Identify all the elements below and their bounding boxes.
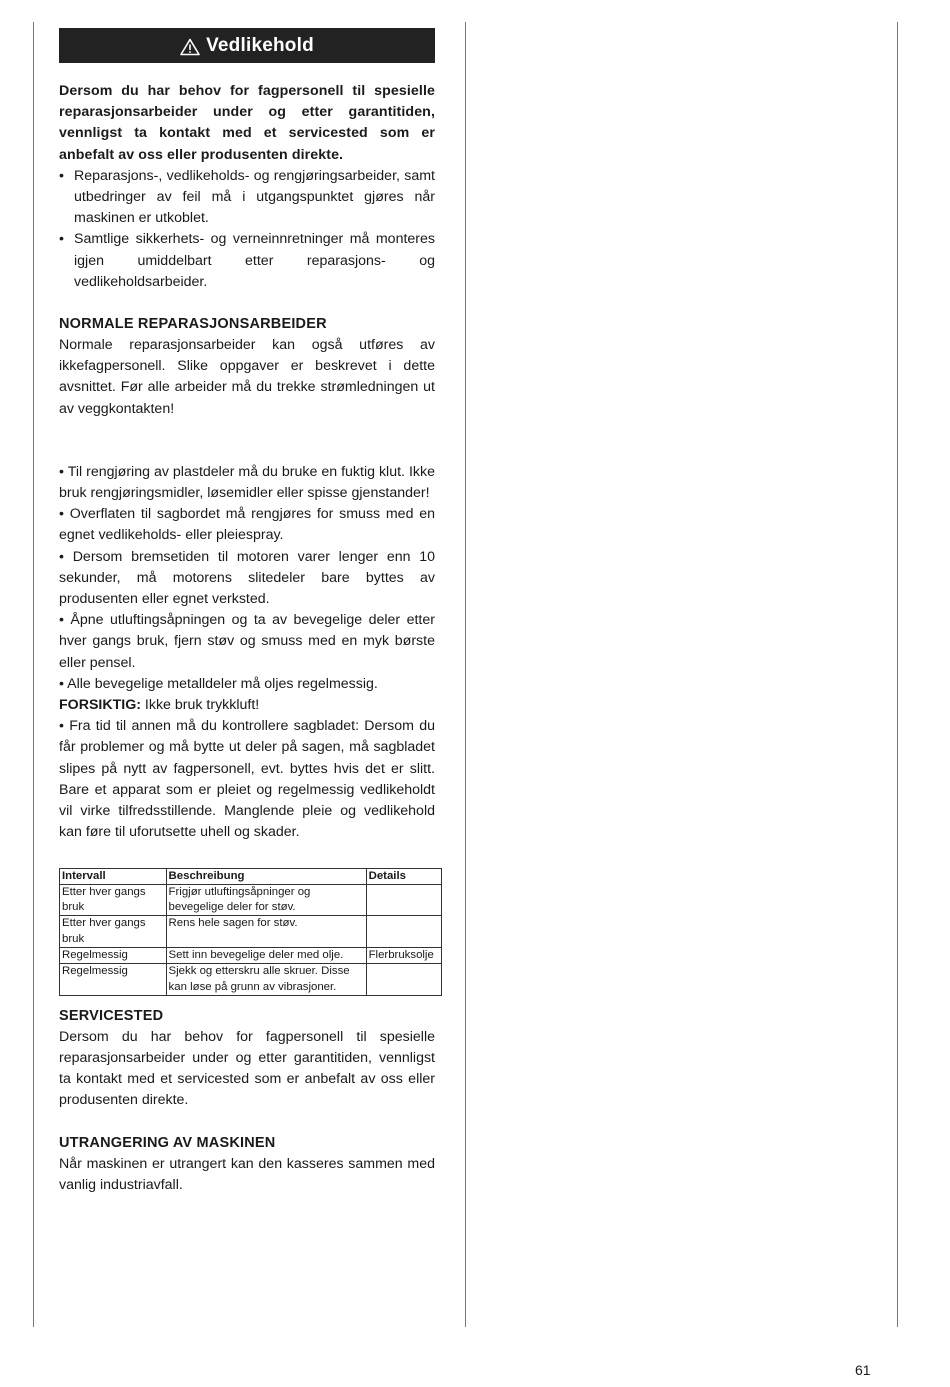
table-row [60, 947, 442, 963]
intro-text: Dersom du har behov for fagpersonell til spesielle reparasjonsarbeider under og etter garantitiden, vennligst ta kontakt med et servicested som er anbefalt av oss eller produsenten direkte. [59, 83, 435, 163]
table-row [60, 964, 442, 996]
care-paragraph: • Til rengjøring av plastdeler må du bruke en fuktig klut. Ikke bruk rengjøringsmidler, løsemidler eller spisse gjenstander! [59, 463, 435, 502]
warning-triangle-icon [180, 38, 200, 56]
table-cell: Sjekk og etterskru alle skruer. Disse kan løse på grunn av vibrasjoner. [166, 964, 366, 996]
bullet-glyph: • [59, 231, 64, 248]
left-column [59, 28, 435, 1196]
table-row [60, 916, 442, 948]
caution-label: FORSIKTIG: [59, 697, 141, 714]
disposal-heading: UTRANGERING AV MASKINEN [59, 1134, 276, 1151]
care-instructions [59, 462, 435, 844]
table-cell: Regelmessig [60, 947, 167, 963]
list-item: • Samtlige sikkerhets- og verneinnretninger må monteres igjen umiddelbart etter reparasjons- og vedlikeholdsarbeider. [59, 231, 435, 290]
list-item: • Reparasjons-, vedlikeholds- og rengjøringsarbeider, samt utbedringer av feil må i utgangspunktet gjøres når maskinen er utkoblet. [59, 167, 435, 227]
column-header-description: Beschreibung [166, 868, 366, 884]
table-cell: Regelmessig [60, 964, 167, 996]
table-cell [366, 884, 441, 916]
page-number: 61 [855, 1362, 871, 1378]
maintenance-table [59, 868, 442, 996]
caution-text: Ikke bruk trykkluft! [140, 697, 260, 714]
intro-bullet-list [59, 166, 435, 293]
caution-line [59, 695, 435, 716]
care-paragraph: • Alle bevegelige metalldeler må oljes regelmessig. [59, 675, 378, 692]
table-row [60, 884, 442, 916]
normal-repairs-text: Normale reparasjonsarbeider kan også utføres av ikkefagpersonell. Slike oppgaver er beskrevet i dette avsnittet. Før alle arbeider må du trekke strømledningen ut av veggkontakten! [59, 337, 435, 417]
table-cell: Sett inn bevegelige deler med olje. [166, 947, 366, 963]
table-cell: Frigjør utluftingsåpninger og bevegelige deler for støv. [166, 884, 366, 916]
care-paragraph: • Åpne utluftingsåpningen og ta av bevegelige deler etter hver gangs bruk, fjern støv og smuss med en myk børste eller pensel. [59, 612, 435, 671]
table-cell: Rens hele sagen for støv. [166, 916, 366, 948]
column-header-interval: Intervall [60, 868, 167, 884]
normal-repairs-heading: NORMALE REPARASJONSARBEIDER [59, 316, 327, 333]
care-paragraph: • Fra tid til annen må du kontrollere sagbladet: Dersom du får problemer og må bytte ut deler på sagen, må sagbladet slipes på nytt av fagpersonell, evt. byttes hvis det er slitt. Bare et apparat som er pleiet og regelmessig vedlikeholdt vil virke tilfredsstillende. Manglende pleie og vedlikehold kan føre til uforutsette uhell og skader. [59, 718, 435, 841]
table-header-row [60, 868, 442, 884]
table-cell [366, 916, 441, 948]
care-paragraph: • Overflaten til sagbordet må rengjøres for smuss med en egnet vedlikeholds- eller pleiespray. [59, 506, 435, 544]
column-header-details: Details [366, 868, 441, 884]
column-rule-right [897, 22, 898, 1327]
page-title: Vedlikehold [206, 34, 314, 56]
care-paragraph: • Dersom bremsetiden til motoren varer lenger enn 10 sekunder, må motorens slitedeler bare byttes av produsenten eller egnet verksted. [59, 548, 435, 608]
service-text: Dersom du har behov for fagpersonell til spesielle reparasjonsarbeider under og etter garantitiden, vennligst ta kontakt med et servicested som er anbefalt av oss eller produsenten direkte. [59, 1028, 435, 1109]
table-cell: Etter hver gangs bruk [60, 884, 167, 916]
column-rule-middle [465, 22, 466, 1327]
section-title-bar [59, 28, 435, 63]
table-cell: Flerbruksolje [366, 947, 441, 963]
bullet-glyph: • [59, 167, 64, 184]
table-cell [366, 964, 441, 996]
disposal-text: Når maskinen er utrangert kan den kasseres sammen med vanlig industriavfall. [59, 1155, 435, 1193]
column-rule-left [33, 22, 34, 1327]
service-heading: SERVICESTED [59, 1007, 164, 1024]
table-cell: Etter hver gangs bruk [60, 916, 167, 948]
